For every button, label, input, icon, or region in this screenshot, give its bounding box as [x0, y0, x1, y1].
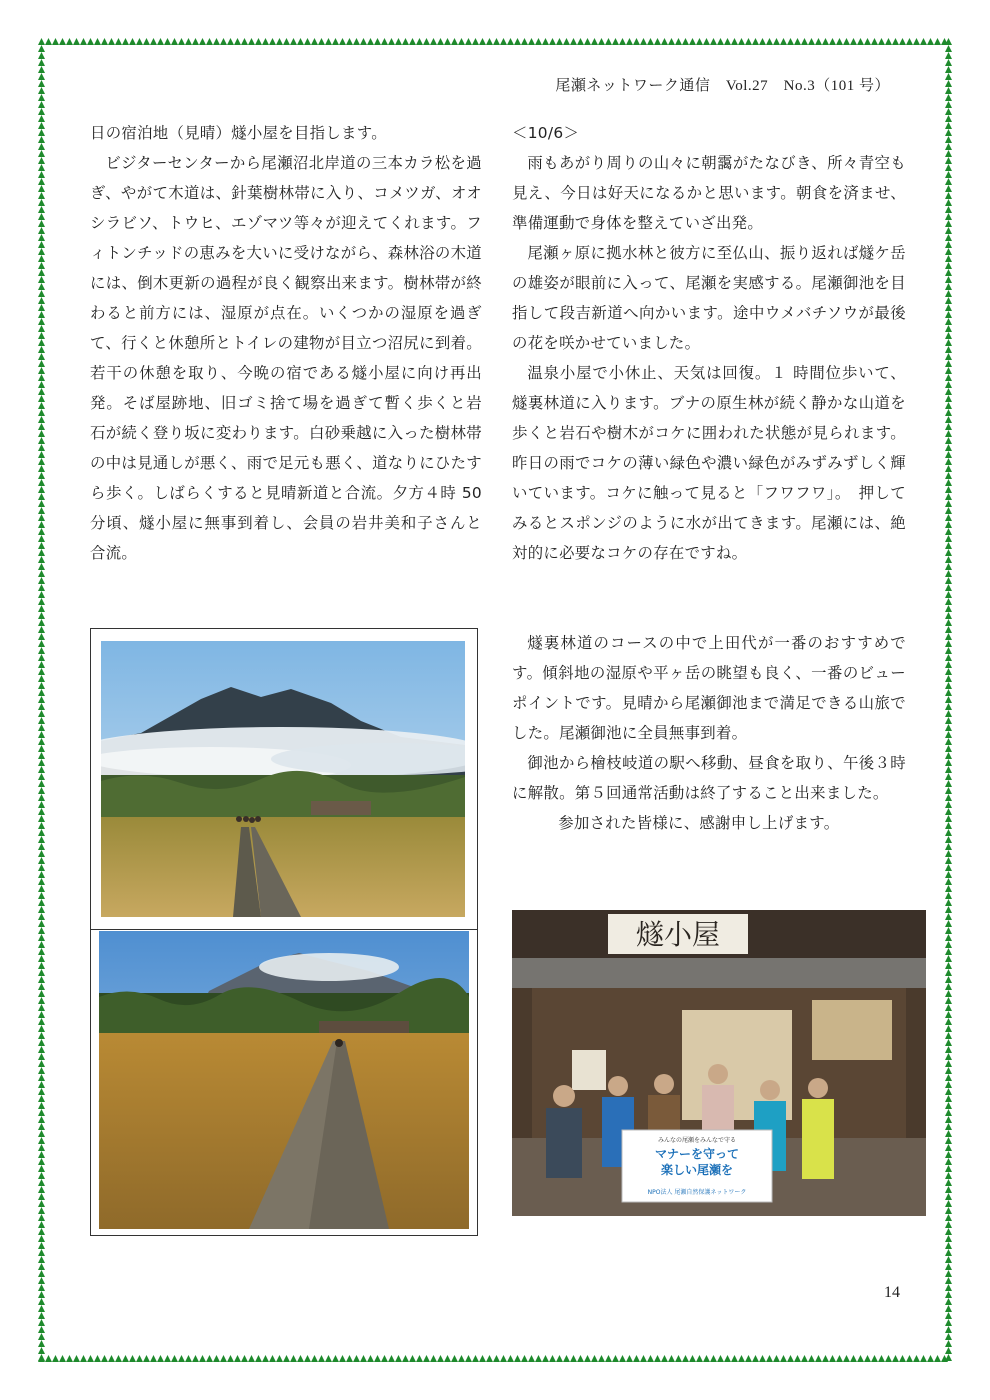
closing-line: 参加された皆様に、感謝申し上げます。	[558, 814, 840, 832]
right-column-text	[512, 118, 906, 568]
photo-divider	[91, 929, 477, 930]
right-column-lower-text	[512, 628, 906, 838]
newsletter-header: 尾瀬ネットワーク通信 Vol.27 No.3（101 号）	[555, 78, 890, 94]
paragraph: 燧裏林道のコースの中で上田代が一番のおすすめです。傾斜地の湿原や平ヶ岳の眺望も良く、一番のビューポイントです。見晴から尾瀬御池まで満足できる山旅でした。尾瀬御池に全員無事到着。	[512, 634, 906, 742]
paragraph: 日の宿泊地（見晴）燧小屋を目指します。	[90, 124, 387, 142]
paragraph: 雨もあがり周りの山々に朝靄がたなびき、所々青空も見え、今日は好天になるかと思います。朝食を済ませ、準備運動で身体を整えていざ出発。	[512, 154, 906, 232]
lodge-sign-text: 燧小屋	[635, 918, 721, 951]
banner-line-4: NPO法人 尾瀬自然保護ネットワーク	[647, 1189, 747, 1196]
paragraph: 温泉小屋で小休止、天気は回復。１ 時間位歩いて、燧裏林道に入ります。ブナの原生林が続く静かな山道を歩くと岩石や樹木がコケに囲われた状態が見られます。昨日の雨でコケの薄い緑色や濃い緑色がみずみずしく輝いています。コケに触って見ると「フワフワ」。 押してみるとスポンジのように水が出てきます。尾瀬には、絶対的に必要なコケの存在ですね。	[512, 364, 906, 562]
banner-line-2: マナーを守って	[654, 1147, 740, 1161]
group-photo	[512, 910, 926, 1216]
page-number: 14	[884, 1284, 900, 1301]
left-column-text	[90, 118, 482, 568]
boardwalk-marsh-photo	[99, 931, 469, 1229]
paragraph: 尾瀬ヶ原に拠水林と彼方に至仏山、振り返れば燧ケ岳の雄姿が眼前に入って、尾瀬を実感する。尾瀬御池を目指して段吉新道へ向かいます。途中ウメバチソウが最後の花を咲かせていました。	[512, 244, 906, 352]
banner-line-1: みんなの尾瀬をみんなで守る	[657, 1137, 737, 1144]
paragraph: ビジターセンターから尾瀬沼北岸道の三本カラ松を過ぎ、やがて木道は、針葉樹林帯に入り、コメツガ、オオシラビソ、トウヒ、エゾマツ等々が迎えてくれます。フィトンチッドの恵みを大いに受けながら、森林浴の木道には、倒木更新の過程が良く観察出来ます。樹林帯が終わると前方には、湿原が点在。いくつかの湿原を過ぎて、行くと休憩所とトイレの建物が目立つ沼尻に到着。若干の休憩を取り、今晩の宿である燧小屋に向け再出発。そば屋跡地、旧ゴミ捨て場を過ぎて暫く歩くと岩石が続く登り坂に変わります。白砂乗越に入った樹林帯の中は見通しが悪く、雨で足元も悪く、道なりにひたすら歩く。しばらくすると見晴新道と合流。夕方４時 50 分頃、燧小屋に無事到着し、会員の岩井美和子さんと合流。	[90, 154, 482, 562]
date-heading: ＜10/6＞	[512, 124, 580, 142]
mountain-fog-photo	[101, 641, 465, 917]
paragraph: 御池から檜枝岐道の駅へ移動、昼食を取り、午後３時に解散。第５回通常活動は終了すること出来ました。	[512, 754, 906, 802]
banner-line-3: 楽しい尾瀬を	[660, 1163, 734, 1177]
photo-frame	[90, 628, 478, 1236]
